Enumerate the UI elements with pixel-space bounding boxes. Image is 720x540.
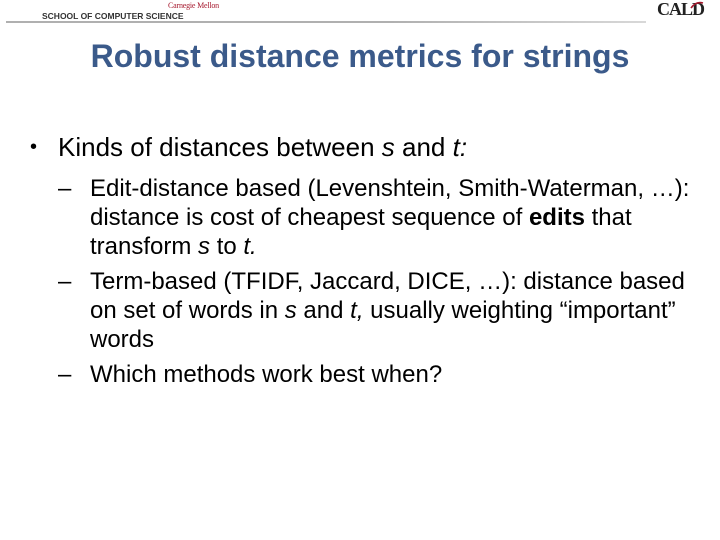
variable-s: s	[198, 233, 211, 260]
slide-body	[30, 130, 700, 395]
text-segment: usually weighting “important” words	[90, 297, 676, 353]
bullet-text: Kinds of distances between	[58, 132, 382, 162]
header-divider	[6, 21, 646, 23]
text-segment: that transform	[90, 204, 632, 260]
text-segment: and	[296, 297, 351, 324]
cmu-logo	[42, 0, 219, 22]
variable-s: s	[381, 132, 395, 162]
text-segment: Term-based (TFIDF, Jaccard, DICE, …): distance based on set of words in	[90, 268, 685, 324]
variable-t: t,	[350, 297, 364, 324]
dash-marker: –	[58, 361, 72, 388]
sub-bullet-text: Which methods work best when?	[90, 361, 443, 388]
sub-bullet-text	[90, 174, 700, 261]
sub-bullet-edit-distance	[30, 174, 700, 261]
sub-bullet-term-based	[30, 267, 700, 354]
bold-term: edits	[528, 204, 585, 231]
university-name: Carnegie Mellon	[168, 1, 219, 10]
slide-title: Robust distance metrics for strings	[90, 38, 630, 74]
school-name: SCHOOL OF COMPUTER SCIENCE	[42, 11, 184, 21]
dash-marker: –	[58, 268, 72, 295]
text-segment: Edit-distance based (Levenshtein, Smith-Waterman, …): distance is cost of cheapest sequence of	[90, 175, 690, 231]
variable-s: s	[284, 297, 297, 324]
variable-t: t:	[452, 132, 468, 162]
sub-bullet-text	[90, 267, 700, 354]
variable-t: t.	[243, 233, 257, 260]
logo-swoosh-icon	[690, 1, 704, 9]
dash-marker: –	[58, 175, 72, 202]
bullet-text: and	[394, 132, 453, 162]
sub-bullet-which-methods	[30, 360, 700, 389]
main-bullet	[30, 130, 700, 164]
bullet-marker: •	[30, 136, 38, 158]
text-segment: to	[210, 233, 244, 260]
sub-bullet-list	[30, 174, 700, 389]
slide-header	[0, 0, 720, 26]
cald-logo: CALD	[657, 0, 705, 19]
